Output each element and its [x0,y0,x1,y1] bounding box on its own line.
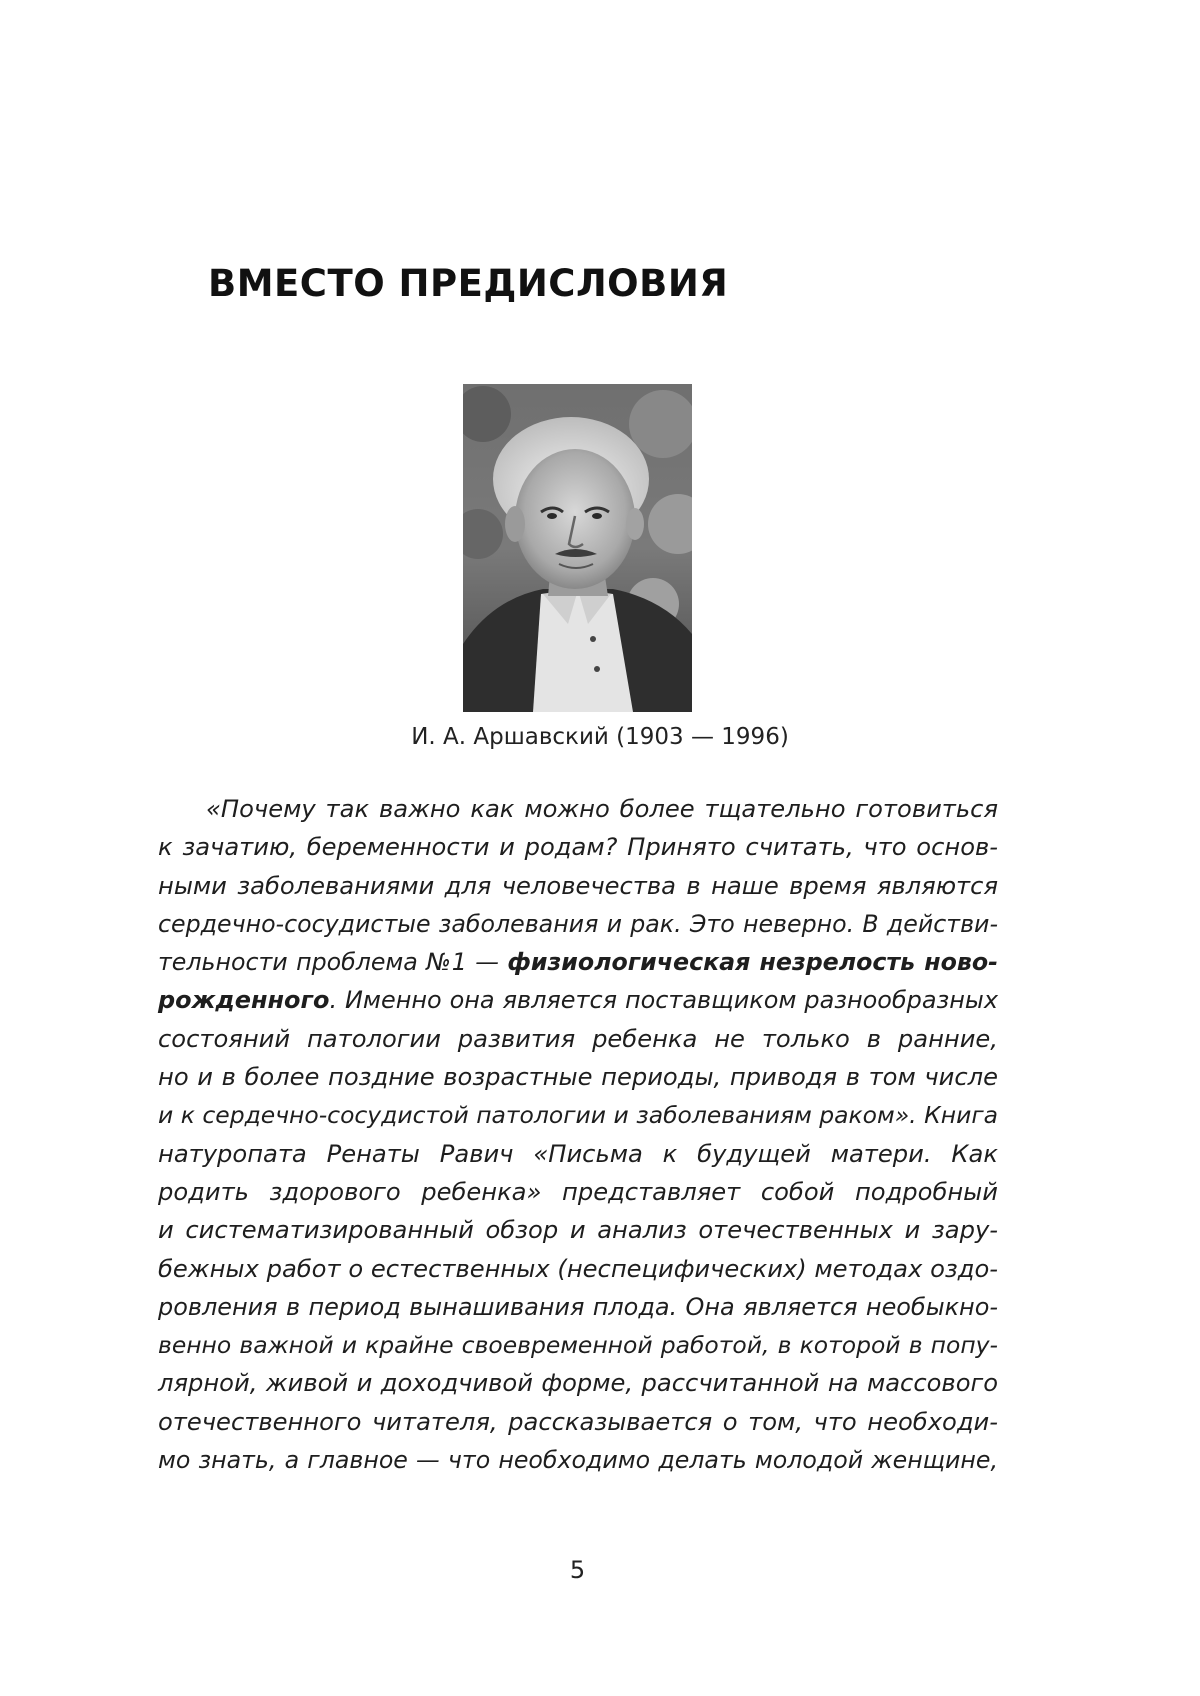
bold-text-run: физиологическая незрелость ново- [507,948,998,977]
text-line [158,1058,998,1096]
chapter-heading: ВМЕСТО ПРЕДИСЛОВИЯ [208,262,729,305]
text-line [158,1403,998,1441]
text-line [158,1288,998,1326]
text-run: и к сердечно-сосудистой патологии и заболеваниям раком». Книга [158,1101,998,1130]
text-run: бежных работ о естественных (неспецифических) методах оздо- [158,1254,998,1283]
text-run: состояний патологии развития ребенка не только в ранние, [158,1024,998,1053]
text-line [158,981,998,1019]
text-line [158,1441,998,1479]
text-run: венно важной и крайне своевременной работой, в которой в попу- [158,1331,998,1360]
text-run: натуропата Ренаты Равич «Письма к будущей матери. Как [158,1139,998,1168]
text-line [158,867,998,905]
foreword-paragraph [158,790,998,1479]
text-run: мо знать, а главное — что необходимо делать молодой женщине, [158,1446,998,1475]
text-line [158,828,998,866]
text-run: сердечно-сосудистые заболевания и рак. Это неверно. В действи- [158,909,998,938]
text-run: родить здорового ребенка» представляет собой подробный [158,1177,998,1206]
text-run: отечественного читателя, рассказывается о том, что необходи- [158,1407,998,1436]
text-line [158,790,998,828]
text-line [158,1211,998,1249]
bold-text-run: рожденного [158,986,330,1015]
text-line [158,1326,998,1364]
photo-caption: И. А. Аршавский (1903 — 1996) [411,724,789,750]
text-line [158,943,998,981]
text-line [158,1020,998,1058]
text-run: но и в более поздние возрастные периоды, приводя в том числе [158,1063,998,1092]
text-line [158,1173,998,1211]
text-run: тельности проблема №1 — [158,948,508,977]
text-line [158,1364,998,1402]
page-number: 5 [569,1556,586,1584]
portrait-photo [463,384,692,712]
text-line [158,905,998,943]
text-run: к зачатию, беременности и родам? Принято считать, что основ- [158,833,998,862]
text-run: ровления в период вынашивания плода. Она является необыкно- [158,1292,998,1321]
text-run: . Именно она является поставщиком разнообразных [329,986,998,1015]
text-line [158,1250,998,1288]
text-run: и систематизированный обзор и анализ отечественных и зару- [158,1216,998,1245]
text-run: «Почему так важно как можно более тщательно готовиться [206,795,998,823]
text-line [158,1096,998,1134]
text-run: лярной, живой и доходчивой форме, рассчитанной на массового [158,1369,998,1398]
text-run: ными заболеваниями для человечества в наше время являются [158,871,998,900]
text-line [158,1135,998,1173]
